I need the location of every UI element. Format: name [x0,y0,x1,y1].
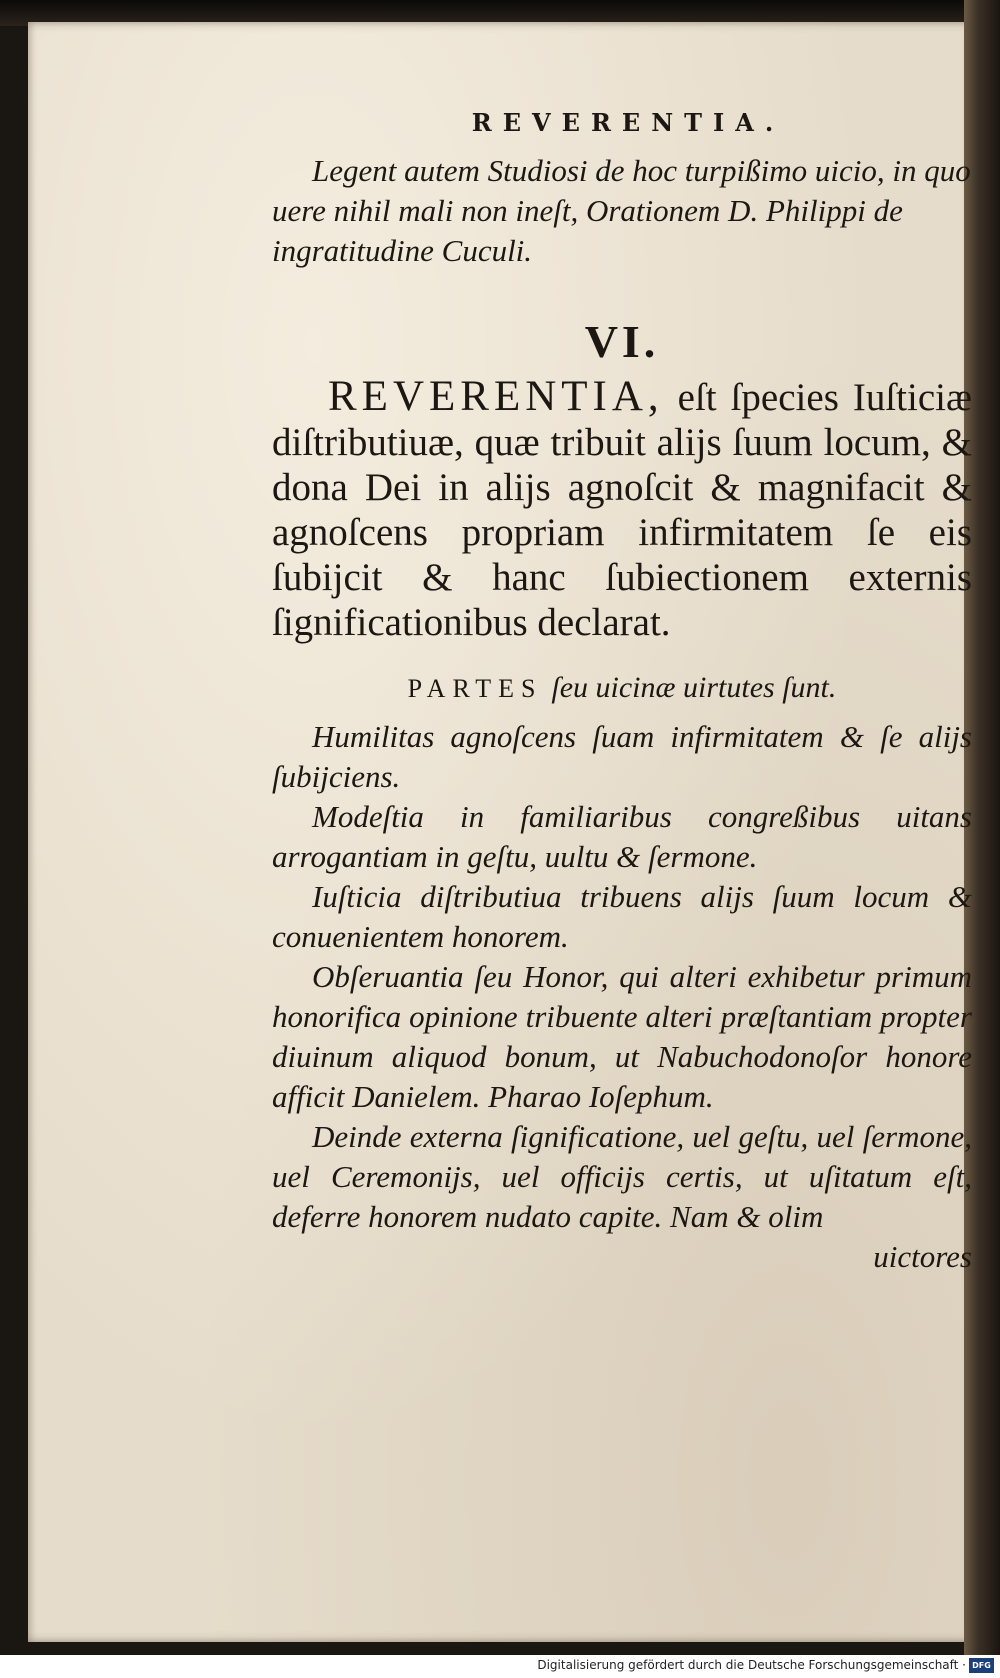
definition-paragraph [272,374,972,645]
catchword: uictores [873,1239,972,1274]
entry-modestia: Modeſtia in familiaribus congreßibus uitans arrogantiam in geſtu, uultu & ſermone. [272,799,972,874]
partes-caps: PARTES [407,674,543,703]
running-head: REVERENTIA. [471,108,785,137]
dfg-logo: DFG [969,1658,994,1673]
entry-iusticia: Iuſticia diſtributiua tribuens alijs ſuum locum & conuenientem honorem. [272,879,972,954]
chapter-number: VI. [584,316,660,367]
entry-deinde: Deinde externa ſignificatione, uel geſtu, uel ſermone, uel Ceremonijs, uel officijs certis, ut uſitatum eſt, deferre honorem nudato capite. Nam & olim [272,1119,972,1234]
entry-humilitas: Humilitas agnoſcens ſuam infirmitatem & ſe alijs ſubijciens. [272,719,972,794]
digitization-footer [0,1655,1000,1678]
footer-credit: Digitalisierung gefördert durch die Deutsche Forschungsgemeinschaft · [537,1658,966,1672]
intro-paragraph: Legent autem Studiosi de hoc turpißimo uicio, in quo uere nihil mali non ineſt, Orationem D. Philippi de ingratitudine Cuculi. [272,153,971,268]
partes-heading [272,671,972,705]
page-text-block [272,108,972,1275]
definition-lead-word: REVERENTIA, [328,373,664,420]
entry-observantia: Obſeruantia ſeu Honor, qui alteri exhibetur primum honorifica opinione tribuente alteri præſtantiam propter diuinum aliquod bonum, ut Nabuchodonoſor honore afficit Danielem. Pharao Ioſephum. [272,959,972,1114]
partes-subtitle: ſeu uicinæ uirtutes ſunt. [551,671,837,704]
definition-text: eſt ſpecies Iuſticiæ diſtributiuæ, quæ tribuit alijs ſuum locum, & dona Dei in alijs agnoſcit & magnifacit & agnoſcens propriam infirmitatem ſe eis ſubijcit & hanc ſubiectionem externis ſignificationibus declarat. [272,376,972,644]
